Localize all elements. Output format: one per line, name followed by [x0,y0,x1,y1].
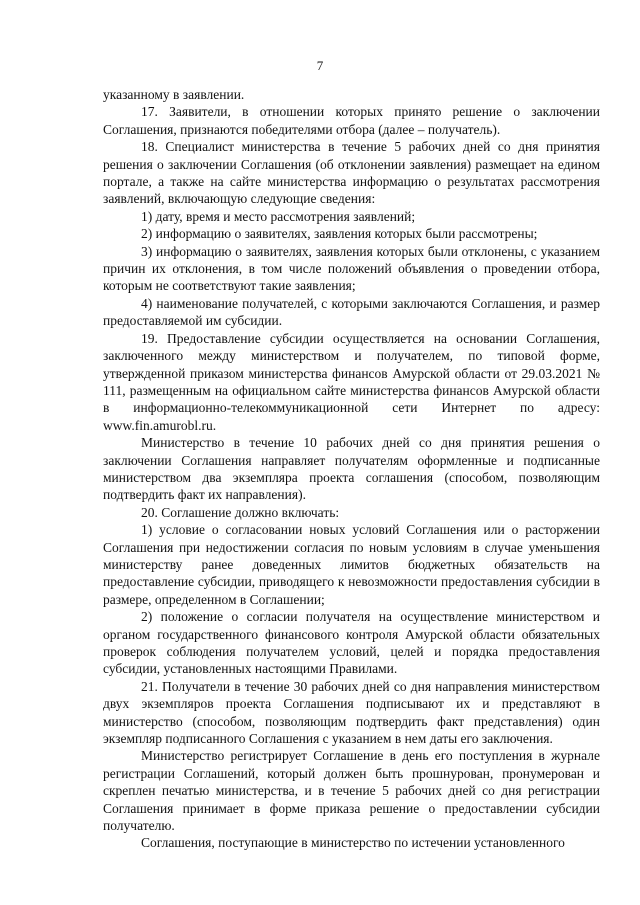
paragraph-clause-17: 17. Заявители, в отношении которых принято решение о заключении Соглашения, признаются победителями отбора (далее – получатель). [103,104,600,137]
list-item-18-2: 2) информацию о заявителях, заявления которых были рассмотрены; [141,226,538,242]
paragraph-clause-21-registration: Министерство регистрирует Соглашение в день его поступления в журнале регистрации Соглашений, который должен быть прошнурован, пронумерован и скреплен печатью министерства, и в течение 5 рабочих дней со дня регистрации Соглашения принимает в форме приказа решение о предоставлении субсидии получателю. [103,748,600,834]
paragraph-continuation: указанному в заявлении. [103,87,245,102]
paragraph-clause-19-ministry: Министерство в течение 10 рабочих дней со дня принятия решения о заключении Соглашения направляет получателям оформленные и подписанные министерством два экземпляра проекта соглашения (способом, позволяющим подтвердить факт их направления). [103,435,600,503]
paragraph-clause-19: 19. Предоставление субсидии осуществляется на основании Соглашения, заключенного между министерством и получателем, по типовой форме, утвержденной приказом министерства финансов Амурской области от 29.03.2021 № 111, размещенным на официальном сайте министерства финансов Амурской области в информационно-телекоммуникационной сети Интернет по адресу: www.fin.amurobl.ru. [103,330,600,433]
paragraph-clause-18: 18. Специалист министерства в течение 5 рабочих дней со дня принятия решения о заключении Соглашения (об отклонении заявления) размещает на едином портале, а также на сайте министерства информацию о результатах рассмотрения заявлений, включающую следующие сведения: [103,139,600,207]
paragraph-clause-20: 20. Соглашение должно включать: [141,504,340,520]
paragraph-clause-21: 21. Получатели в течение 30 рабочих дней со дня направления министерством двух экземпляров проекта Соглашения подписывают их и представляют в министерство (способом, позволяющим подтвердить факт представления) один экземпляр подписанного Соглашения с указанием в нем даты его заключения. [103,678,600,747]
list-item-18-1: 1) дату, время и место рассмотрения заявлений; [141,208,416,224]
list-item-18-3: 3) информацию о заявителях, заявления которых были отклонены, с указанием причин их отклонения, в том числе положений объявления о проведении отбора, которым не соответствуют такие заявления; [103,243,600,294]
paragraph-clause-21-late-agreements: Соглашения, поступающие в министерство по истечении установленного [141,835,565,851]
list-item-20-1: 1) условие о согласовании новых условий Соглашения или о расторжении Соглашения при недостижении согласия по новым условиям в случае уменьшения министерству ранее доведенных лимитов бюджетных обязательств на предоставление субсидии, приводящего к невозможности предоставления субсидии в размере, определенном в Соглашении; [103,522,600,607]
list-item-20-2: 2) положение о согласии получателя на осуществление министерством и органом государственного финансового контроля Амурской области обязательных проверок соблюдения получателем условий, целей и порядка предоставления субсидии, установленных настоящими Правилами. [103,609,600,677]
page-number: 7 [316,58,324,73]
list-item-18-4: 4) наименование получателей, с которыми заключаются Соглашения, и размер предоставляемой им субсидии. [103,295,600,329]
document-body [103,86,600,852]
